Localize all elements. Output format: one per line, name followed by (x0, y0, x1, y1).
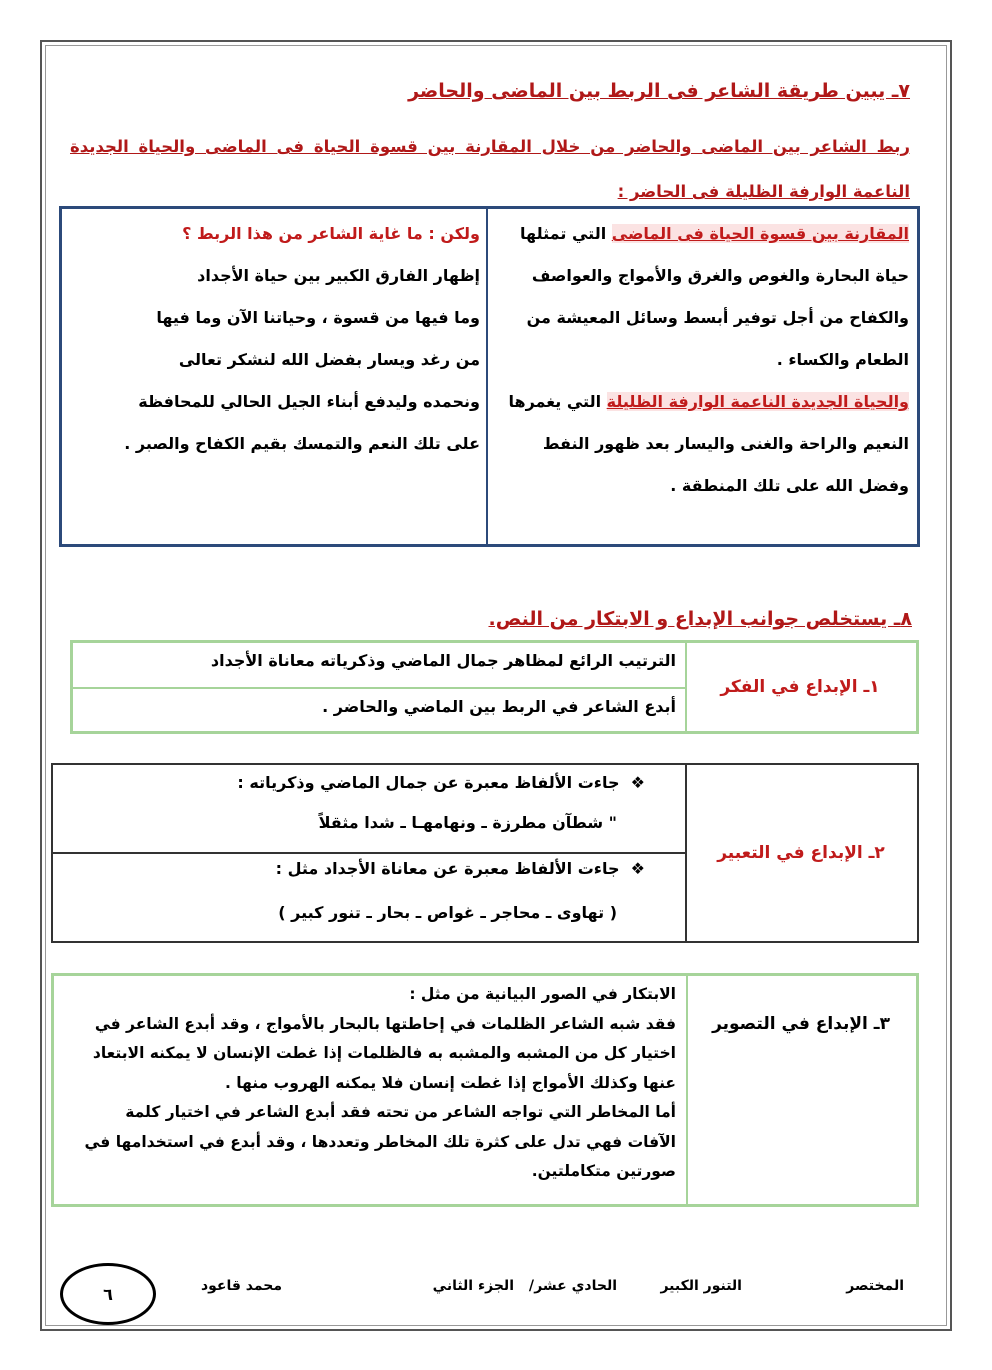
footer-part: الجزء الثاني (432, 1278, 514, 1294)
imagery-text (64, 980, 676, 1187)
footer-author: محمد قاعود (200, 1278, 282, 1294)
imagery-line-3: اختيار كل من المشبه والمشبه به فالظلمات إذا غطت الإنسان لا يمكنه الابتعاد (92, 1044, 676, 1062)
imagery-line-4: عنها وكذلك الأمواج إذا غطت إنسان فلا يمكنه الهروب منها . (224, 1073, 676, 1092)
thought-row-2: أبدع الشاعر في الربط بين الماضي والحاضر . (322, 697, 676, 716)
left-line-3: من رغد ويسار بفضل الله لنشكر تعالى (178, 350, 480, 369)
question-7-title: ٧ـ يبين طريقة الشاعر فى الربط بين الماضى والحاضر (408, 80, 910, 102)
right-line-5-rest: التي يغمرها (508, 392, 607, 411)
past-life-highlight: المقارنة بين قسوة الحياة فى الماضى (611, 224, 909, 243)
left-line-5: على تلك النعم والتمسك بقيم الكفاح والصبر . (124, 434, 480, 453)
expression-item-1-words: " شطآن مطرزة ـ ونهامهـا ـ شدا مثقلاً (318, 813, 617, 832)
expression-item-2-words: ( تهاوى ـ محاجر ـ غواص ـ بحار ـ تنور كبير ) (278, 903, 617, 922)
creativity-imagery-box (51, 973, 919, 1207)
expression-label: ٢ـ الإبداع في التعبير (717, 843, 885, 863)
expression-item-2-text: جاءت الألفاظ معبرة عن معاناة الأجداد مثل : (275, 859, 620, 878)
comparison-right-column (489, 213, 909, 507)
left-line-4: ونحمده وليدفع أبناء الجيل الحالي للمحافظة (138, 392, 480, 411)
creativity-expression-box (51, 763, 919, 943)
right-line-4: الطعام والكساء . (776, 350, 909, 369)
footer-grade: الحادي عشر (534, 1278, 617, 1294)
right-line-7: وفضل الله على تلك المنطقة . (670, 476, 909, 495)
diamond-bullet-icon: ❖ (630, 859, 645, 878)
creativity-thought-box (70, 640, 919, 734)
footer-separator: / (528, 1278, 534, 1294)
comparison-table (59, 206, 920, 547)
right-intro-rest: التي تمثلها (520, 224, 612, 243)
imagery-line-1: الابتكار في الصور البيانية من مثل : (409, 985, 676, 1003)
right-line-6: النعيم والراحة والغنى واليسار بعد ظهور النفط (542, 434, 909, 453)
diamond-bullet-icon: ❖ (630, 773, 645, 792)
page-number: ٦ (103, 1284, 113, 1304)
expression-item-1 (237, 773, 645, 792)
left-line-2: وما فيها من قسوة ، وحياتنا الآن وما فيها (156, 308, 480, 327)
box2-row-line (53, 852, 685, 854)
box3-divider (686, 976, 688, 1204)
right-line-3: والكفاح من أجل توفير أبسط وسائل المعيشة من (526, 308, 909, 327)
box1-row-line (73, 687, 685, 689)
left-line-1: إظهار الفارق الكبير بين حياة الأجداد (197, 266, 480, 285)
question-8-title: ٨ـ يستخلص جوانب الإبداع و الابتكار من النص. (488, 608, 912, 630)
new-life-highlight: والحياة الجديدة الناعمة الوارفة الظليلة (606, 392, 909, 411)
right-intro (489, 213, 909, 255)
imagery-label: ٣ـ الإبداع في التصوير (712, 1014, 890, 1034)
footer-summary: المختصر (846, 1278, 904, 1294)
question-7-answer: ربط الشاعر بين الماضى والحاضر من خلال المقارنة بين قسوة الحياة فى الماضى والحياة الجديدة الناعمة الوارفة الظليلة فى الحاضر : (70, 137, 910, 201)
purpose-heading: ولكن : ما غاية الشاعر من هذا الربط ؟ (182, 224, 480, 243)
expression-item-2 (276, 859, 645, 878)
imagery-line-7: صورتين متكاملتين. (531, 1162, 676, 1180)
imagery-line-5: أما المخاطر التي تواجه الشاعر من تحته فقد أبدع الشاعر في اختيار كلمة (125, 1103, 676, 1121)
imagery-line-6: الآفات فهي تدل على كثرة تلك المخاطر وتعددها ، وقد أبدع في استخدامها في (84, 1132, 676, 1151)
right-line-2: حياة البحارة والغوص والغرق والأمواج والعواصف (531, 266, 909, 285)
imagery-line-2: فقد شبه الشاعر الظلمات في إحاطتها بالبحار بالأمواج ، وقد أبدع الشاعر في (94, 1014, 676, 1033)
expression-item-1-text: جاءت الألفاظ معبرة عن جمال الماضي وذكرياته : (237, 773, 620, 792)
thought-row-1: الترتيب الرائع لمظاهر جمال الماضي وذكرياته معاناة الأجداد (210, 651, 676, 670)
page-number-oval (60, 1263, 156, 1325)
right-line-5 (489, 381, 909, 423)
comparison-left-column (68, 213, 480, 465)
thought-label: ١ـ الإبداع في الفكر (720, 677, 880, 697)
footer-title: التنور الكبير (660, 1278, 742, 1294)
table-divider (486, 209, 488, 544)
